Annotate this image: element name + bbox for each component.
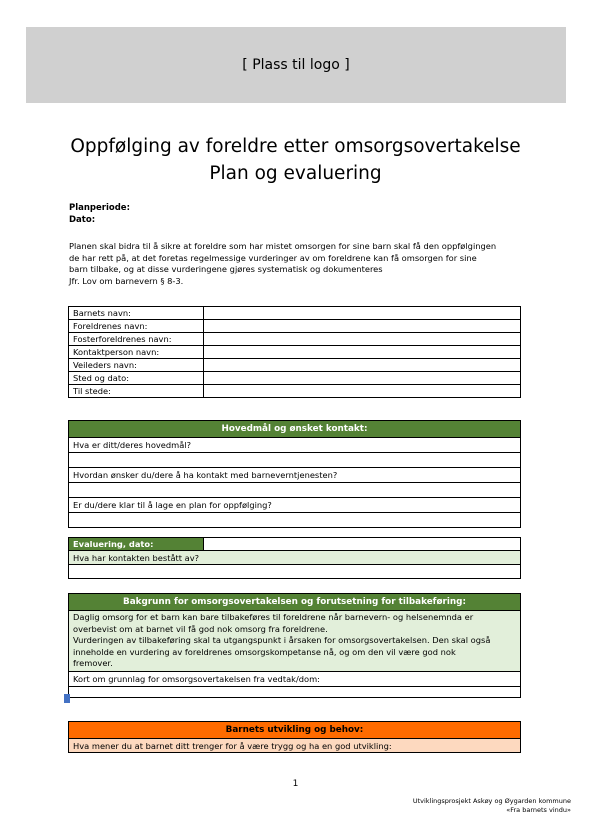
info-label: Fosterforeldrenes navn: — [69, 333, 204, 346]
intro-line: Planen skal bidra til å sikre at foreldre som har mistet omsorgen for sine barn skal få den oppfølgingen — [69, 241, 497, 251]
info-value-field[interactable] — [204, 333, 521, 346]
info-label: Foreldrenes navn: — [69, 320, 204, 333]
goals-table — [68, 420, 521, 528]
answer-field[interactable] — [69, 483, 521, 498]
logo-placeholder: [ Plass til logo ] — [26, 27, 566, 103]
info-label: Barnets navn: — [69, 307, 204, 320]
info-label: Sted og dato: — [69, 372, 204, 385]
goals-question: Hvordan ønsker du/dere å ha kontakt med barneverntjenesten? — [69, 468, 521, 483]
background-table — [68, 593, 521, 698]
development-question: Hva mener du at barnet ditt trenger for å være trygg og ha en god utvikling: — [69, 739, 521, 753]
goals-header: Hovedmål og ønsket kontakt: — [69, 421, 521, 438]
dato-label: Dato: — [69, 215, 96, 225]
evaluation-date-label: Evaluering, dato: — [69, 538, 204, 551]
table-row — [69, 346, 521, 359]
info-value-field[interactable] — [204, 346, 521, 359]
answer-field[interactable] — [69, 453, 521, 468]
background-text-line: overbevist om at barnet vil få god nok omsorg fra foreldrene. — [73, 623, 328, 634]
answer-field[interactable] — [69, 565, 521, 579]
background-text-line: fremover. — [73, 658, 113, 668]
background-text — [69, 611, 521, 672]
development-header: Barnets utvikling og behov: — [69, 722, 521, 739]
info-label: Til stede: — [69, 385, 204, 398]
document-title: Oppfølging av foreldre etter omsorgsovertakelse — [70, 136, 521, 157]
footer-subtitle: «Fra barnets vindu» — [506, 806, 571, 814]
background-text-line: Daglig omsorg for et barn kan bare tilbakeføres til foreldrene når barnevern- og helsenemnda er — [73, 612, 474, 622]
evaluation-date-field[interactable] — [204, 538, 521, 551]
info-value-field[interactable] — [204, 307, 521, 320]
intro-line: barn tilbake, og at disse vurderingene gjøres systematisk og dokumenteres — [69, 264, 383, 275]
info-label: Veileders navn: — [69, 359, 204, 372]
background-text-line: Vurderingen av tilbakeføring skal ta utgangspunkt i årsaken for omsorgsovertakelsen. Den skal også — [73, 635, 491, 645]
info-value-field[interactable] — [204, 320, 521, 333]
table-row — [69, 385, 521, 398]
evaluation-question: Hva har kontakten bestått av? — [69, 551, 521, 565]
intro-text — [69, 241, 529, 288]
background-text-line: inneholde en vurdering av foreldrenes omsorgskompetanse nå, og om den vil være god nok — [73, 646, 456, 657]
background-header: Bakgrunn for omsorgsovertakelsen og forutsetning for tilbakeføring: — [69, 594, 521, 611]
table-row — [69, 372, 521, 385]
page-number: 1 — [292, 779, 299, 789]
intro-line: Jfr. Lov om barnevern § 8-3. — [69, 276, 184, 287]
footer-project: Utviklingsprosjekt Askøy og Øygarden kommune — [412, 797, 571, 805]
answer-field[interactable] — [69, 513, 521, 528]
footer — [413, 797, 571, 815]
goals-question: Hva er ditt/deres hovedmål? — [69, 438, 521, 453]
answer-field[interactable] — [69, 686, 521, 697]
table-row — [69, 359, 521, 372]
table-row — [69, 320, 521, 333]
document-subtitle: Plan og evaluering — [209, 163, 382, 184]
development-table — [68, 721, 521, 753]
info-value-field[interactable] — [204, 385, 521, 398]
info-table — [68, 306, 521, 398]
info-value-field[interactable] — [204, 372, 521, 385]
intro-line: de har rett på, at det foretas regelmessige vurderinger av om foreldrene kan få omsorgen for sine — [69, 252, 477, 263]
goals-question: Er du/dere klar til å lage en plan for oppfølging? — [69, 498, 521, 513]
background-summary-label: Kort om grunnlag for omsorgsovertakelsen fra vedtak/dom: — [69, 671, 521, 686]
table-row — [69, 307, 521, 320]
info-label: Kontaktperson navn: — [69, 346, 204, 359]
evaluation-table — [68, 537, 521, 579]
info-value-field[interactable] — [204, 359, 521, 372]
planperiode-label: Planperiode: — [69, 203, 130, 213]
table-row — [69, 333, 521, 346]
text-cursor-marker — [64, 694, 70, 703]
